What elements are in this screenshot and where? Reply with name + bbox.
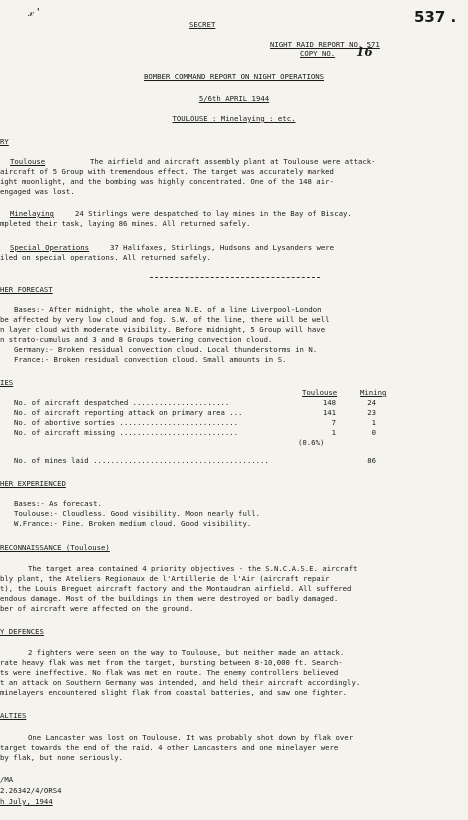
recon-line: bly plant, the Ateliers Regionaux de l'Artillerie de l'Air (aircraft repair (0, 574, 330, 583)
sortie-row-label: No. of aircraft despatched ...................... (14, 398, 230, 407)
footer-date: h July, 1944 (0, 797, 53, 806)
report-title: BOMBER COMMAND REPORT ON NIGHT OPERATIONS (143, 72, 325, 81)
forecast-line: be affected by very low cloud and fog. S.W. of the line, there will be well (0, 315, 330, 324)
forecast-line: n layer cloud with moderate visibility. Before midnight, 5 Group will have (0, 325, 326, 334)
casualties-line: One Lancaster was lost on Toulouse. It was probably shot down by flak over (28, 733, 354, 742)
defences-line: t an attack on Southern Germany was intended, and held their aircraft accordingly. (0, 678, 361, 687)
sortie-row-toulouse: 141 (322, 408, 336, 417)
summary-line: iled on special operations. All returned safely. (0, 253, 211, 262)
casualties-line: target towards the end of the raid. 4 other Lancasters and one minelayer were (0, 743, 339, 752)
sortie-row-toulouse: 148 (322, 398, 336, 407)
report-date: 5/6th APRIL 1944 (198, 94, 270, 103)
report-subtitle: TOULOUSE : Minelaying : etc. (172, 114, 296, 123)
missing-percentage: (0.6%) (298, 438, 325, 447)
sortie-row-toulouse: 7 (331, 418, 336, 427)
experienced-heading: HER EXPERIENCED (0, 479, 66, 488)
summary-line: 37 Halifaxes, Stirlings, Hudsons and Lysanders were (110, 243, 335, 252)
sortie-row-label: No. of aircraft missing ........................... (14, 428, 239, 437)
forecast-line: France:- Broken residual convection cloud. Small amounts in S. (14, 355, 287, 364)
classification: SECRET (189, 20, 216, 29)
sorties-heading: IES (0, 378, 14, 387)
mines-laid-label: No. of mines laid ........................................ (14, 456, 269, 465)
defences-line: 2 fighters were seen on the way to Toulouse, but neither made an attack. (28, 648, 345, 657)
casualties-line: by flak, but none seriously. (0, 753, 124, 762)
special-ops-label: Special Operations (10, 243, 90, 252)
summary-line: 24 Stirlings were despatched to lay mines in the Bay of Biscay. (75, 209, 352, 218)
summary-line: ight moonlight, and the bombing was highly concentrated. One of the 148 air- (0, 177, 334, 186)
sortie-row-mining: 0 (371, 428, 376, 437)
casualties-heading: ALTIES (0, 711, 27, 720)
sortie-row-label: No. of abortive sorties ........................... (14, 418, 239, 427)
recon-heading: RECONNAISSANCE (Toulouse) (0, 543, 110, 552)
section-divider (150, 277, 320, 278)
mines-laid-value: 86 (367, 456, 376, 465)
defences-line: minelayers encountered slight flak from coastal batteries, and saw one fighter. (0, 688, 348, 697)
footer-ref: 2.26342/4/ORS4 (0, 786, 62, 795)
toulouse-label: Toulouse (10, 157, 46, 166)
col-mining: Mining (360, 388, 387, 397)
sortie-row-toulouse: 1 (331, 428, 336, 437)
experienced-line: W.France:- Fine. Broken medium cloud. Good visibility. (14, 519, 252, 528)
defences-line: ts were ineffective. No flak was met en route. The enemy controllers believed (0, 668, 339, 677)
col-toulouse: Toulouse (302, 388, 338, 397)
sortie-row-mining: 23 (367, 408, 376, 417)
forecast-line: n strato-cumulus and 3 and 8 Groups towering convection cloud. (0, 335, 273, 344)
report-number: NIGHT RAID REPORT NO. 571 (270, 40, 380, 49)
minelaying-label: Minelaying (10, 209, 54, 218)
copy-number: 16 (356, 45, 373, 59)
summary-line: The airfield and aircraft assembly plant at Toulouse were attack- (90, 157, 376, 166)
sortie-row-mining: 24 (367, 398, 376, 407)
footer-ref: /MA (0, 775, 14, 784)
forecast-heading: HER FORECAST (0, 285, 53, 294)
page-number: 537 . (414, 8, 457, 26)
summary-heading: RY (0, 137, 9, 146)
copy-label: COPY NO. (300, 49, 336, 58)
recon-line: t), the Louis Breguet aircraft factory and the Montaudran airfield. All suffered (0, 584, 352, 593)
recon-line: The target area contained 4 priority objectives - the S.N.C.A.S.E. aircraft (28, 564, 358, 573)
summary-line: aircraft of 5 Group with tremendous effect. The target was accurately marked (0, 167, 334, 176)
forecast-line: Germany:- Broken residual convection cloud. Local thunderstorms in N. (14, 345, 318, 354)
sortie-row-mining: 1 (371, 418, 376, 427)
defences-heading: Y DEFENCES (0, 627, 44, 636)
forecast-line: Bases:- After midnight, the whole area N.E. of a line Liverpool-London (14, 305, 322, 314)
recon-line: ber of aircraft were affected on the ground. (0, 604, 194, 613)
sortie-row-label: No. of aircraft reporting attack on primary area ... (14, 408, 243, 417)
summary-line: engaged was lost. (0, 187, 75, 196)
ink-mark: 𝓍 ‛ (28, 6, 41, 19)
recon-line: endous damage. Most of the buildings in them were destroyed or badly damaged. (0, 594, 339, 603)
summary-line: mpleted their task, laying 86 mines. All returned safely. (0, 219, 251, 228)
experienced-line: Toulouse:- Cloudless. Good visibility. Moon nearly full. (14, 509, 261, 518)
defences-line: rate heavy flak was met from the target, bursting between 8-10,000 ft. Search- (0, 658, 343, 667)
experienced-line: Bases:- As forecast. (14, 499, 102, 508)
